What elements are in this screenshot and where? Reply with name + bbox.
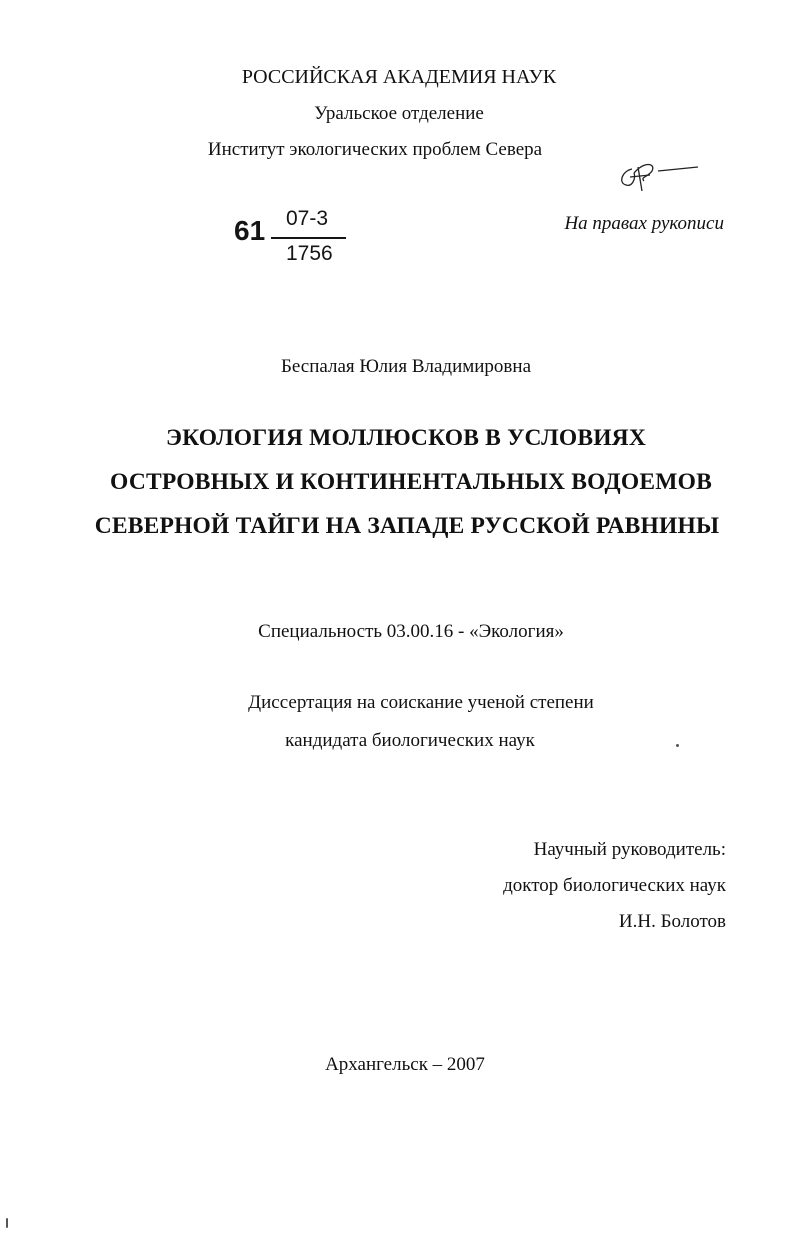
specialty: Специальность 03.00.16 - «Экология»: [258, 621, 564, 642]
supervisor-name: И.Н. Болотов: [618, 911, 726, 932]
catalog-code-main: 61: [234, 215, 266, 246]
title-line-2: ОСТРОВНЫХ И КОНТИНЕНТАЛЬНЫХ ВОДОЕМОВ: [110, 469, 712, 495]
degree-line-2: кандидата биологических наук: [285, 730, 535, 751]
branch-name: Уральское отделение: [314, 103, 484, 124]
supervisor-role: Научный руководитель:: [533, 839, 726, 860]
place-year: Архангельск – 2007: [325, 1054, 485, 1075]
signature-mark: [614, 157, 704, 197]
title-line-3: СЕВЕРНОЙ ТАЙГИ НА ЗАПАДЕ РУССКОЙ РАВНИНЫ: [94, 513, 720, 539]
degree-line-1: Диссертация на соискание ученой степени: [248, 692, 594, 713]
author-name: Беспалая Юлия Владимировна: [280, 356, 532, 377]
catalog-code-fraction-bar: [271, 237, 346, 239]
supervisor-degree: доктор биологических наук: [503, 875, 726, 896]
institute-name: Институт экологических проблем Севера: [207, 139, 543, 160]
scan-speck: [6, 1218, 8, 1228]
title-line-1: ЭКОЛОГИЯ МОЛЛЮСКОВ В УСЛОВИЯХ: [165, 425, 647, 451]
scan-speck: [676, 744, 679, 747]
academy-name: РОССИЙСКАЯ АКАДЕМИЯ НАУК: [241, 66, 557, 88]
catalog-code-denominator: 1756: [286, 242, 333, 265]
manuscript-rights: На правах рукописи: [564, 213, 724, 234]
catalog-code-numerator: 07-3: [286, 207, 329, 230]
